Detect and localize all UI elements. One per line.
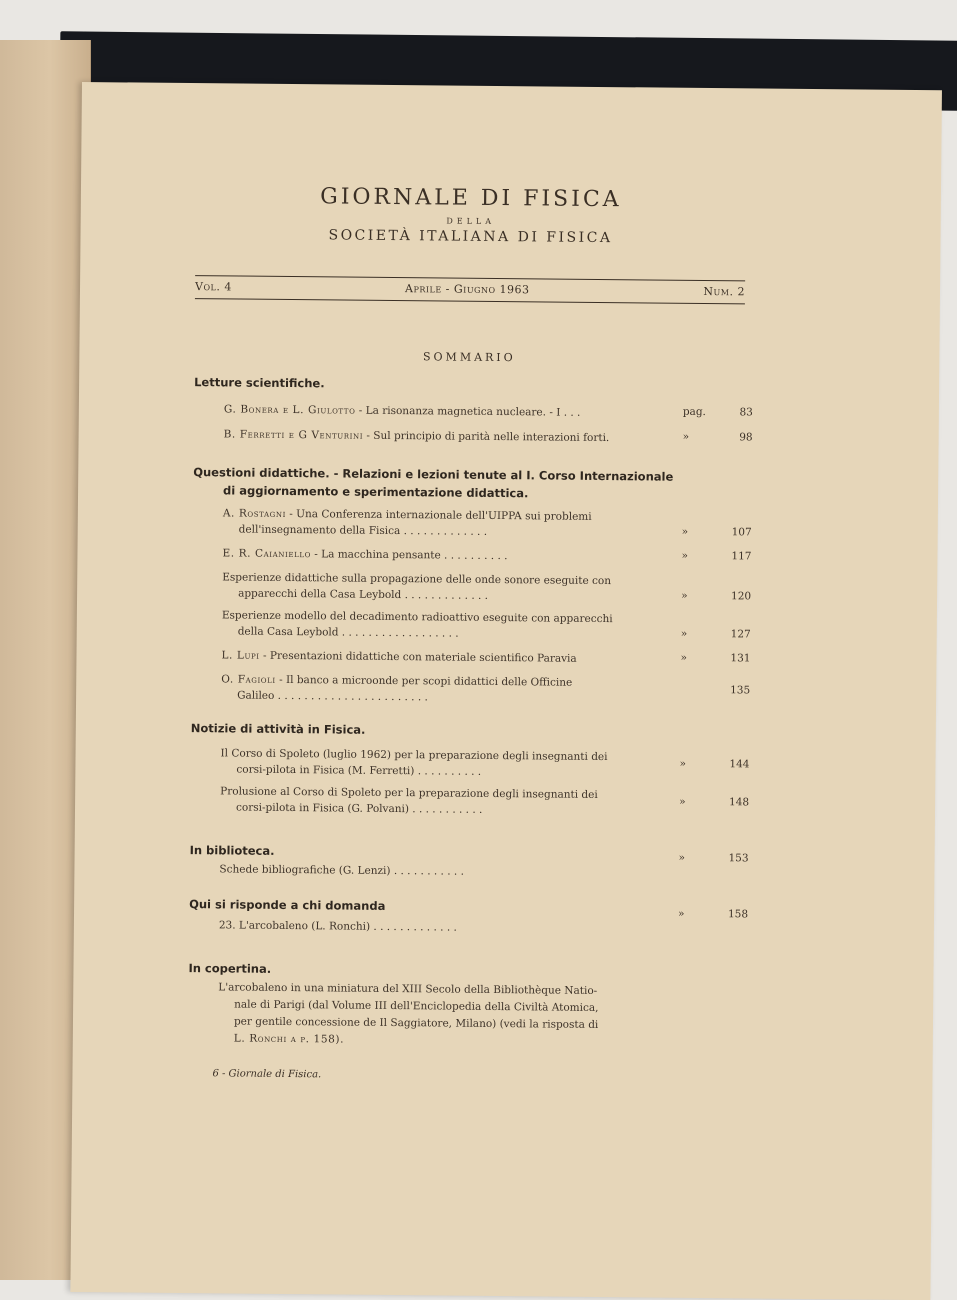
society-name: SOCIETÀ ITALIANA DI FISICA: [328, 227, 613, 247]
section-title: Notizie di attività in Fisica.: [190, 721, 366, 737]
toc-entry: O. Fagioli - Il banco a microonde per scopi didattici delle Officine Galileo . . . . . . . . . . . . . . . . . . . . . . .: [221, 673, 573, 704]
toc-entry: 23. L'arcobaleno (L. Ronchi) . . . . . . . . . . . . .: [218, 919, 457, 934]
page-ref: 135: [730, 684, 751, 697]
page-ref: » 148: [679, 795, 750, 809]
summary-heading: SOMMARIO: [422, 350, 516, 365]
page-footer: 6 - Giornale di Fisica.: [212, 1068, 322, 1081]
page-ref: » 153: [678, 851, 749, 865]
page-ref: » 131: [680, 651, 751, 665]
page-ref: » 120: [681, 589, 752, 603]
volume: Vol. 4: [194, 280, 232, 294]
issue-meta: [195, 275, 745, 304]
page-ref: » 127: [680, 627, 751, 641]
page-ref: » 107: [681, 525, 752, 539]
toc-entry: B. Ferretti e G Venturini - Sul principio di parità nelle interazioni forti.: [223, 428, 610, 445]
toc-entry: A. Rostagni - Una Conferenza internazionale dell'UIPPA sui problemi dell'insegnamento della Fisica . . . . . . . . . . . . .: [222, 507, 592, 538]
page-ref: » 158: [677, 907, 749, 921]
masthead: [195, 183, 746, 247]
toc-entry: Esperienze didattiche sulla propagazione delle onde sonore eseguite con apparecchi della Casa Leybold . . . . . . . . . . . . .: [222, 571, 612, 602]
toc-entry: L. Lupi - Presentazioni didattiche con materiale scientifico Paravia: [221, 649, 577, 665]
section-title: Qui si risponde a chi domanda: [189, 897, 386, 913]
della-label: DELLA: [446, 216, 496, 226]
toc-entry: Esperienze modello del decadimento radioattivo eseguite con apparecchi della Casa Leybold . . . . . . . . . . . . . . . . . .: [221, 609, 613, 640]
issue-number: Num. 2: [703, 284, 746, 299]
toc-entry: G. Bonera e L. Giulotto - La risonanza magnetica nucleare. - I . . .: [223, 403, 581, 419]
toc-entry: Il Corso di Spoleto (luglio 1962) per la preparazione degli insegnanti dei corsi-pilota in Fisica (M. Ferretti) . . . . . . . . . .: [220, 747, 608, 778]
toc-entry: Schede bibliografiche (G. Lenzi) . . . . . . . . . . .: [219, 863, 465, 878]
section-title: Letture scientifiche.: [194, 375, 325, 391]
section-title: Questioni didattiche. - Relazioni e lezioni tenute al I. Corso Internazionale di aggiornamento e sperimentazione didattica.: [193, 465, 674, 501]
section-title: In biblioteca.: [189, 843, 275, 858]
page-ref: » 98: [682, 430, 753, 444]
page-ref: » 144: [679, 757, 750, 771]
page-ref: pag. 83: [682, 405, 753, 419]
issue-date: Aprile - Giugno 1963: [404, 282, 530, 297]
journal-page: [70, 82, 942, 1300]
section-title: In copertina.: [188, 961, 272, 976]
cover-description: L'arcobaleno in una miniatura del XIII Secolo della Bibliothèque Natio- nale di Parigi (dal Volume III dell'Enciclopedia della Civiltà Atomica, per gentile concessione de Il Saggiatore, Milano) (vedi la risposta di L. Ronchi a p. 158).: [218, 981, 599, 1046]
journal-title: GIORNALE DI FISICA: [320, 184, 622, 213]
page-ref: » 117: [681, 549, 752, 563]
toc-entry: Prolusione al Corso di Spoleto per la preparazione degli insegnanti dei corsi-pilota in Fisica (G. Polvani) . . . . . . . . . . .: [220, 785, 598, 816]
toc-entry: E. R. Caianiello - La macchina pensante . . . . . . . . . .: [222, 547, 508, 563]
